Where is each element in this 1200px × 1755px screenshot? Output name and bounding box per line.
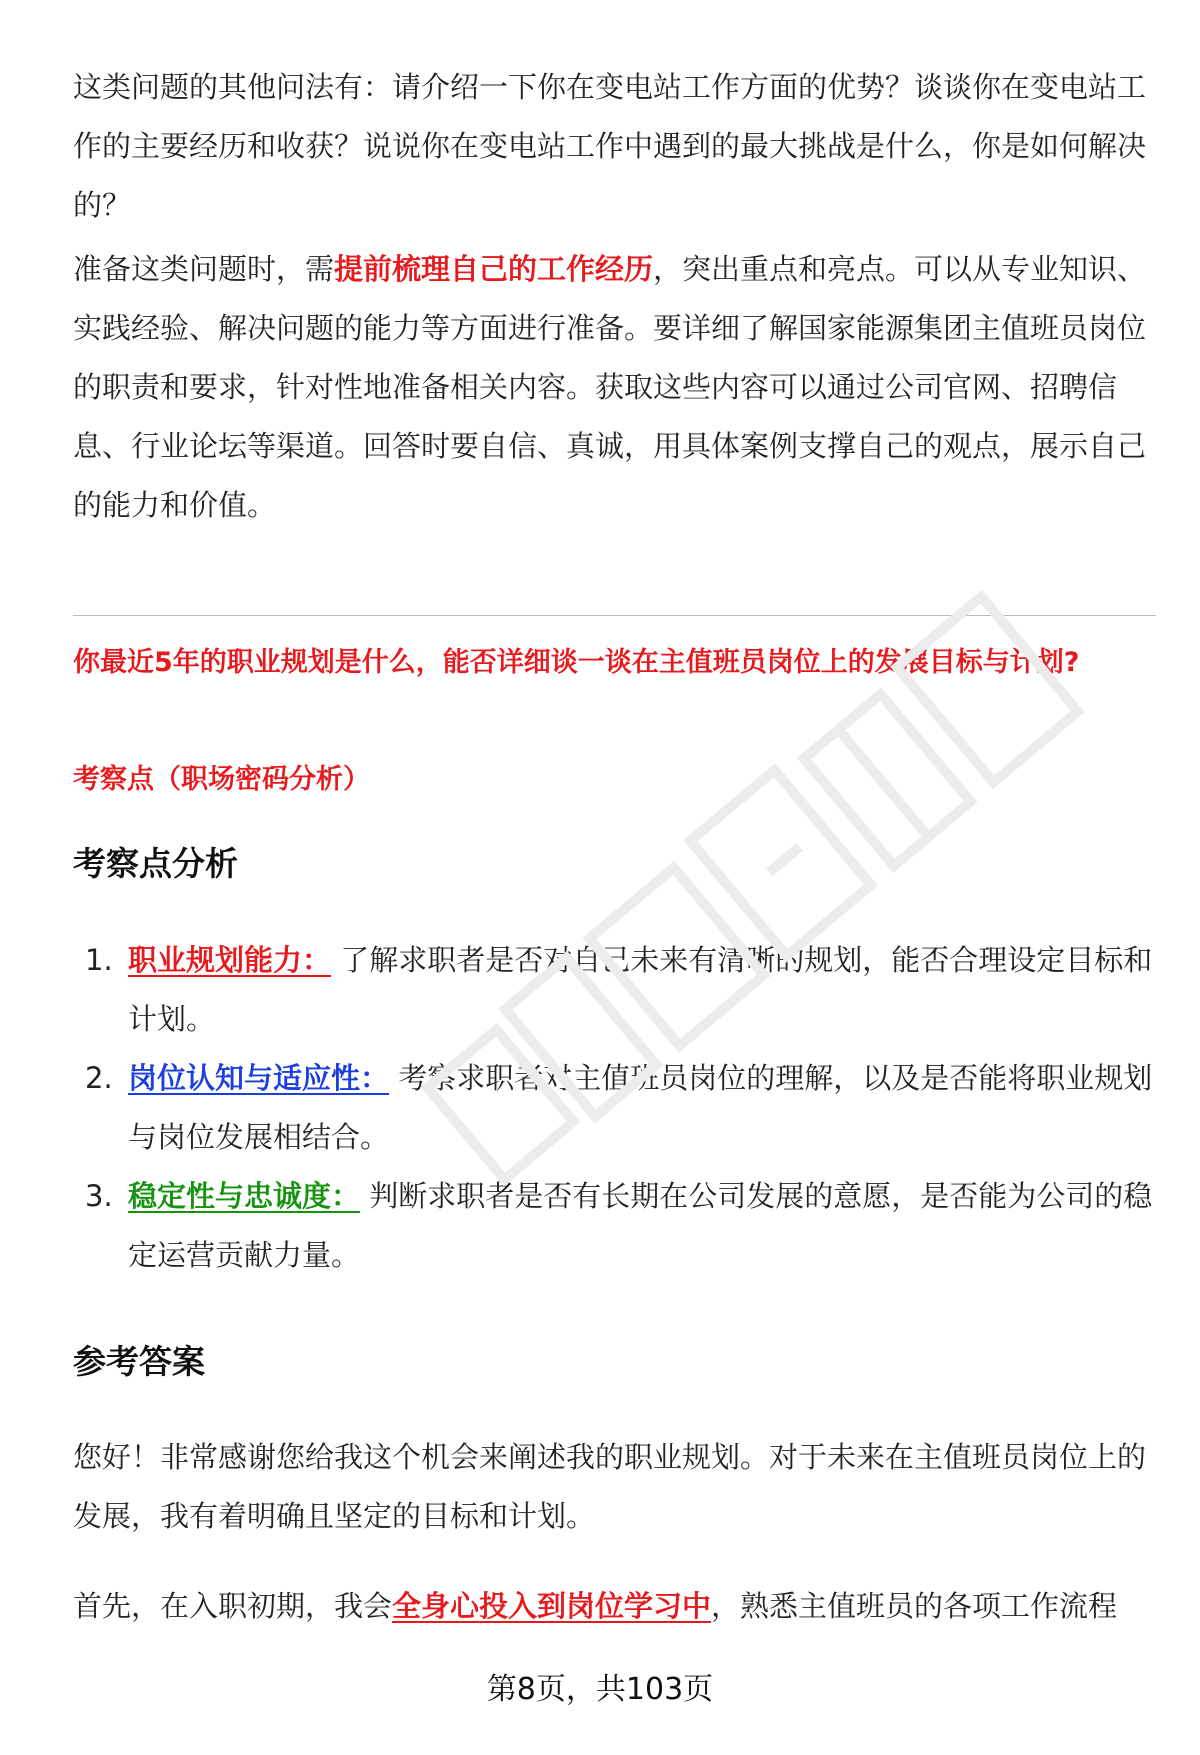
item-number: 1.	[85, 943, 113, 977]
prep-highlight: 提前梳理自己的工作经历	[334, 252, 654, 286]
analysis-item	[73, 1167, 1153, 1285]
answer-text-before: 首先，在入职初期，我会	[73, 1589, 393, 1623]
analysis-heading: 考察点分析	[73, 844, 238, 883]
item-text: 考察求职者对主值班员岗位的理解，以及是否能将职业规划与岗位发展相结合。	[128, 1061, 1153, 1154]
analysis-item	[73, 931, 1153, 1049]
answer-heading: 参考答案	[73, 1342, 205, 1381]
item-number: 3.	[85, 1179, 113, 1213]
prep-text-before: 准备这类问题时，需	[73, 252, 335, 286]
intro-paragraph: 这类问题的其他问法有：请介绍一下你在变电站工作方面的优势？谈谈你在变电站工作的主要经历和收获？说说你在变电站工作中遇到的最大挑战是什么，你是如何解决的？	[73, 70, 1147, 222]
answer-text-after: ，熟悉主值班员的各项工作流程	[711, 1589, 1118, 1623]
question-title: 你最近5年的职业规划是什么，能否详细谈一谈在主值班员岗位上的发展目标与计划?	[73, 647, 1080, 678]
question-subtitle: 考察点（职场密码分析）	[73, 764, 370, 795]
analysis-item	[73, 1049, 1153, 1167]
item-text: 判断求职者是否有长期在公司发展的意愿，是否能为公司的稳定运营贡献力量。	[128, 1179, 1153, 1272]
item-keyword: 稳定性与忠诚度：	[128, 1179, 361, 1213]
answer-paragraph-1: 您好！非常感谢您给我这个机会来阐述我的职业规划。对于未来在主值班员岗位上的发展，我有着明确且坚定的目标和计划。	[73, 1440, 1147, 1533]
item-text: 了解求职者是否对自己未来有清晰的规划，能否合理设定目标和计划。	[128, 943, 1153, 1036]
item-keyword: 职业规划能力：	[128, 943, 332, 977]
analysis-list	[73, 931, 1153, 1285]
answer-paragraph-2	[73, 1577, 1153, 1636]
prep-paragraph	[73, 240, 1153, 535]
section-divider	[73, 615, 1156, 616]
prep-text-after: ，突出重点和亮点。可以从专业知识、实践经验、解决问题的能力等方面进行准备。要详细了解国家能源集团主值班员岗位的职责和要求，针对性地准备相关内容。获取这些内容可以通过公司官网、招聘信息、行业论坛等渠道。回答时要自信、真诚，用具体案例支撑自己的观点，展示自己的能力和价值。	[73, 252, 1147, 522]
item-keyword: 岗位认知与适应性：	[128, 1061, 390, 1095]
answer-highlight: 全身心投入到岗位学习中	[392, 1589, 712, 1623]
page-number: 第8页，共103页	[486, 1672, 714, 1707]
item-number: 2.	[85, 1061, 113, 1095]
